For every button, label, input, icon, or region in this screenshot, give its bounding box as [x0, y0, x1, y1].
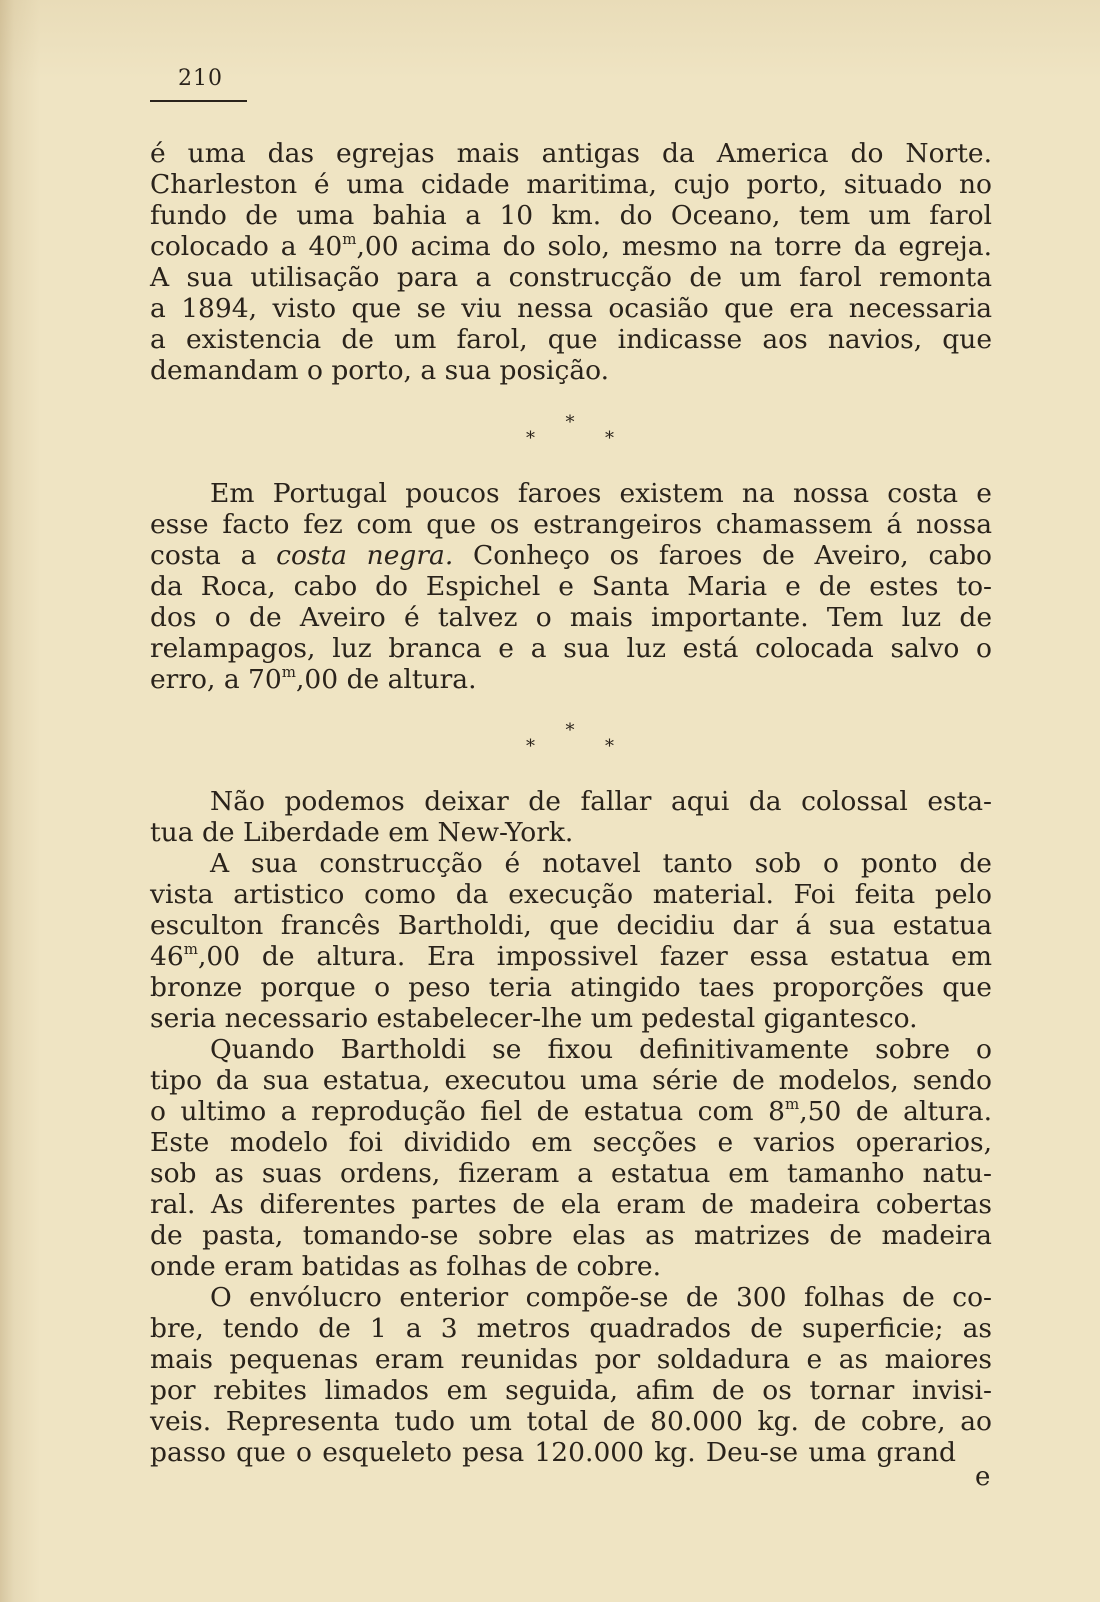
text-line: de pasta, tomando-se sobre elas as matrizes de madeira — [150, 1220, 992, 1251]
text-line: por rebites limados em seguida, afim de os tornar invisi- — [150, 1375, 992, 1406]
text-line: A sua utilisação para a construcção de um farol remonta — [150, 262, 992, 293]
text-line: seria necessario estabelecer-lhe um pedestal gigantesco. — [150, 1003, 918, 1034]
asterism-separator — [520, 722, 620, 762]
text-line: passo que o esqueleto pesa 120.000 kg. Deu-se uma grand — [150, 1437, 956, 1468]
text-line: Este modelo foi dividido em secções e varios operarios, — [150, 1127, 992, 1158]
asterisk: * — [605, 428, 614, 449]
text-line: relampagos, luz branca e a sua luz está colocada salvo o — [150, 633, 992, 664]
text-line: Charleston é uma cidade maritima, cujo porto, situado no — [150, 169, 992, 200]
text-line: veis. Representa tudo um total de 80.000 kg. de cobre, ao — [150, 1406, 992, 1437]
asterisk: * — [526, 428, 535, 449]
text-line: erro, a 70$^m$,00 de altura. — [150, 663, 477, 695]
text-line: Não podemos deixar de fallar aqui da colossal esta- — [210, 786, 992, 817]
page-number-rule — [150, 100, 247, 102]
text-line: mais pequenas eram reunidas por soldadura e as maiores — [150, 1344, 992, 1375]
text-line: vista artistico como da execução material. Foi feita pelo — [150, 879, 992, 910]
text-line: tua de Liberdade em New-York. — [150, 817, 574, 848]
text-line: onde eram batidas as folhas de cobre. — [150, 1251, 662, 1282]
text-line: dos o de Aveiro é talvez o mais importante. Tem luz de — [150, 602, 992, 633]
text-line: 46$^m$,00 de altura. Era impossivel fazer essa estatua em — [150, 940, 992, 972]
text-line: ral. As diferentes partes de ela eram de madeira cobertas — [150, 1189, 992, 1220]
asterisk: * — [565, 720, 575, 741]
text-line: sob as suas ordens, fizeram a estatua em tamanho natu- — [150, 1158, 992, 1189]
text-line: costa a costa negra. Conheço os faroes de Aveiro, cabo — [150, 540, 993, 571]
text-line: Em Portugal poucos faroes existem na nossa costa e — [210, 478, 992, 509]
text-line: é uma das egrejas mais antigas da America do Norte. — [150, 138, 992, 169]
text-line: o ultimo a reprodução fiel de estatua com 8$^m$,50 de altura. — [150, 1095, 992, 1127]
text-line: bronze porque o peso teria atingido taes proporções que — [150, 972, 992, 1003]
catchword: e — [975, 1462, 991, 1492]
text-line: esse facto fez com que os estrangeiros chamassem á nossa — [150, 509, 992, 540]
text-line: A sua construcção é notavel tanto sob o ponto de — [210, 848, 992, 879]
text-line: da Roca, cabo do Espichel e Santa Maria e de estes to- — [150, 571, 992, 602]
text-line: Quando Bartholdi se fixou definitivamente sobre o — [210, 1034, 992, 1065]
asterism-separator — [520, 414, 620, 454]
asterisk: * — [605, 736, 614, 757]
text-line: O envólucro enterior compõe-se de 300 folhas de co- — [210, 1282, 992, 1313]
text-line: bre, tendo de 1 a 3 metros quadrados de superficie; as — [150, 1313, 992, 1344]
text-line: tipo da sua estatua, executou uma série de modelos, sendo — [150, 1065, 992, 1096]
text-line: a 1894, visto que se viu nessa ocasião que era necessaria — [150, 293, 992, 324]
asterisk: * — [565, 412, 575, 433]
text-line: esculton francês Bartholdi, que decidiu dar á sua estatua — [150, 910, 992, 941]
page-number: 210 — [178, 66, 223, 91]
text-line: fundo de uma bahia a 10 km. do Oceano, tem um farol — [150, 200, 992, 231]
asterisk: * — [526, 736, 535, 757]
text-line: demandam o porto, a sua posição. — [150, 355, 610, 386]
text-line: a existencia de um farol, que indicasse aos navios, que — [150, 324, 992, 355]
text-line: colocado a 40$^m$,00 acima do solo, mesmo na torre da egreja. — [150, 230, 992, 262]
